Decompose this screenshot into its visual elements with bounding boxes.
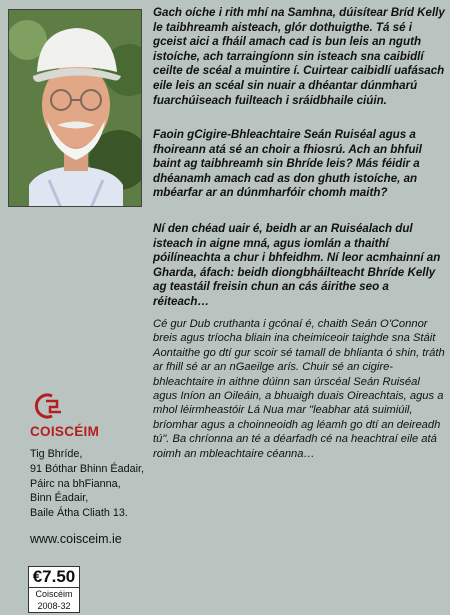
price-sticker xyxy=(28,566,80,613)
publisher-website[interactable]: www.coisceim.ie xyxy=(30,532,122,546)
address-line: Baile Átha Cliath 13. xyxy=(30,507,128,520)
blurb-paragraph-2: Faoin gCigire-Bhleachtaire Seán Ruiséal agus a fhoireann atá sé an choir a fhiosrú. Ach an bhfuil baint ag taibhreamh sin Bhríde leis? Más féidir a dhéanamh amach cad as don ghuth istoíche, an mbéarfar ar an dúnmharfóir chomh maith? xyxy=(153,128,422,200)
price-code-line: 2008-32 xyxy=(37,601,71,611)
publisher-address xyxy=(30,447,150,521)
address-line: Binn Éadair, xyxy=(30,492,89,505)
blurb-paragraph-3: Ní den chéad uair é, beidh ar an Ruiséalach dul isteach in aigne mná, agus iomlán a thaithí póilíneachta a chur i bhfeidhm. Ní leor acmhainní an Gharda, áfach: beidh diongbháilteacht Bhríde Kelly ag teastáil freisin chun an cás áirithe seo a réiteach… xyxy=(153,222,441,308)
author-bio: Cé gur Dub cruthanta i gcónaí é, chaith Seán O'Connor breis agus tríocha bliain ina cheimiceoir taighde sna Stáit Aontaithe go dtí gur scoir sé tamall de bhlianta ó shin, tráth ar fhill sé ar an nGaeilge arís. Chuir sé an cigire-bhleachtaire in aithne dúinn san úrscéal Seán Ruiséal agus Iníon an Oileáin, a bhuaigh duais Oireachtais, agus a mhol léirmheastóir Lá Nua mar "leabhar atá suimiúil, bríomhar agus a choinneoidh ag léamh go dtí an deireadh tú". Ba chríonna an té a déarfadh cé na heachtraí eile atá roimh an mbleachtaire céanna… xyxy=(153,318,445,460)
address-line: 91 Bóthar Bhinn Éadair, xyxy=(30,462,145,475)
publisher-name: COISCÉIM xyxy=(30,424,100,439)
author-photo xyxy=(8,9,142,207)
author-portrait-image xyxy=(9,10,142,207)
price-code-line: Coiscéim xyxy=(35,589,73,599)
coisceim-logo-icon xyxy=(30,392,64,420)
publisher-block xyxy=(30,392,150,521)
address-line: Tig Bhríde, xyxy=(30,448,83,460)
price-value: €7.50 xyxy=(29,567,79,588)
blurb-paragraph-1: Gach oíche i rith mhí na Samhna, dúisítear Bríd Kelly le taibhreamh aisteach, glór dothuigthe. Tá sé i gceist aici a fháil amach cad is bun leis an nguth istoíche, ach tarraingíonn sin isteach sna caibidlí ceilte de scéal a muintire í. Cuirtear caibidlí uafásach eile leis an scéal sin nuair a dhéantar dúnmharú fuarchúiseach fuilteach i sráidbhaile ciúin. xyxy=(153,6,445,107)
address-line: Páirc na bhFianna, xyxy=(30,477,121,490)
